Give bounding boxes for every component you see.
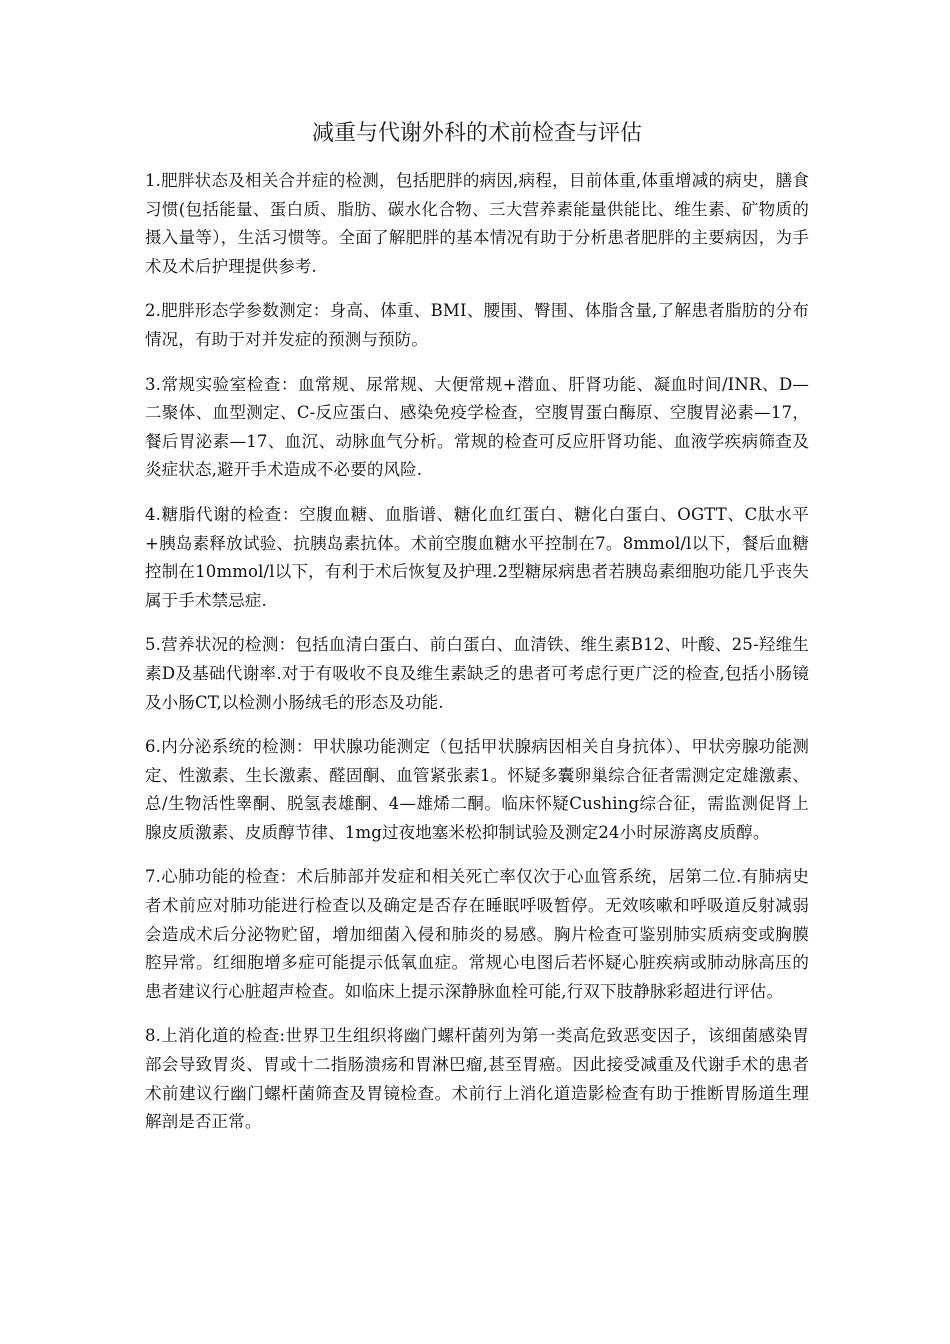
paragraph-morphology: 2.肥胖形态学参数测定：身高、体重、BMI、腰围、臀围、体脂含量,了解患者脂肪的分布情况，有助于对并发症的预测与预防。 bbox=[145, 301, 809, 349]
paragraph-endocrine: 6.内分泌系统的检测：甲状腺功能测定（包括甲状腺病因相关自身抗体）、甲状旁腺功能测定、性激素、生长激素、醛固酮、血管紧张素1。怀疑多囊卵巢综合征者需测定定雄激素、总/生物活性睾酮、脱氢表雄酮、4—雄烯二酮。临床怀疑Cushing综合征，需监测促肾上腺皮质激素、皮质醇节律、1mg过夜地塞米松抑制试验及测定24小时尿游离皮质醇。 bbox=[145, 737, 809, 842]
paragraph-nutrition: 5.营养状况的检测：包括血清白蛋白、前白蛋白、血清铁、维生素B12、叶酸、25-羟维生素D及基础代谢率.对于有吸收不良及维生素缺乏的患者可考虑行更广泛的检查,包括小肠镜及小肠CT,以检测小肠绒毛的形态及功能. bbox=[145, 635, 809, 712]
paragraph-obesity-status: 1.肥胖状态及相关合并症的检测，包括肥胖的病因,病程，目前体重,体重增减的病史，膳食习惯(包括能量、蛋白质、脂肪、碳水化合物、三大营养素能量供能比、维生素、矿物质的摄入量等），生活习惯等。全面了解肥胖的基本情况有助于分析患者肥胖的主要病因，为手术及术后护理提供参考. bbox=[145, 171, 809, 276]
paragraph-upper-gi: 8.上消化道的检查:世界卫生组织将幽门螺杆菌列为第一类高危致恶变因子，该细菌感染胃部会导致胃炎、胃或十二指肠溃疡和胃淋巴瘤,甚至胃癌。因此接受减重及代谢手术的患者术前建议行幽门螺杆菌筛查及胃镜检查。术前行上消化道造影检查有助于推断胃肠道生理解剖是否正常。 bbox=[145, 1026, 809, 1132]
document-title: 减重与代谢外科的术前检查与评估 bbox=[311, 121, 642, 146]
paragraph-glucose-lipid: 4.糖脂代谢的检查：空腹血糖、血脂谱、糖化血红蛋白、糖化白蛋白、OGTT、C肽水平+胰岛素释放试验、抗胰岛素抗体。术前空腹血糖水平控制在7。8mmol/l以下，餐后血糖控制在10mmol/l以下，有利于术后恢复及护理.2型糖尿病患者若胰岛素细胞功能几乎丧失属于手术禁忌症. bbox=[145, 504, 809, 610]
paragraph-routine-lab: 3.常规实验室检查：血常规、尿常规、大便常规+潜血、肝肾功能、凝血时间/INR、D—二聚体、血型测定、C-反应蛋白、感染免疫学检查，空腹胃蛋白酶原、空腹胃泌素—17，餐后胃泌素—17、血沉、动脉血气分析。常规的检查可反应肝肾功能、血液学疾病筛查及炎症状态,避开手术造成不必要的风险. bbox=[145, 374, 809, 480]
paragraph-cardiopulmonary: 7.心肺功能的检查：术后肺部并发症和相关死亡率仅次于心血管系统，居第二位.有肺病史者术前应对肺功能进行检查以及确定是否存在睡眠呼吸暂停。无效咳嗽和呼吸道反射减弱会造成术后分泌物贮留，增加细菌入侵和肺炎的易感。胸片检查可鉴别肺实质病变或胸膜腔异常。红细胞增多症可能提示低氧血症。常规心电图后若怀疑心脏疾病或肺动脉高压的患者建议行心脏超声检查。如临床上提示深静脉血栓可能,行双下肢静脉彩超进行评估。 bbox=[145, 867, 809, 1001]
document-page bbox=[145, 118, 809, 1153]
